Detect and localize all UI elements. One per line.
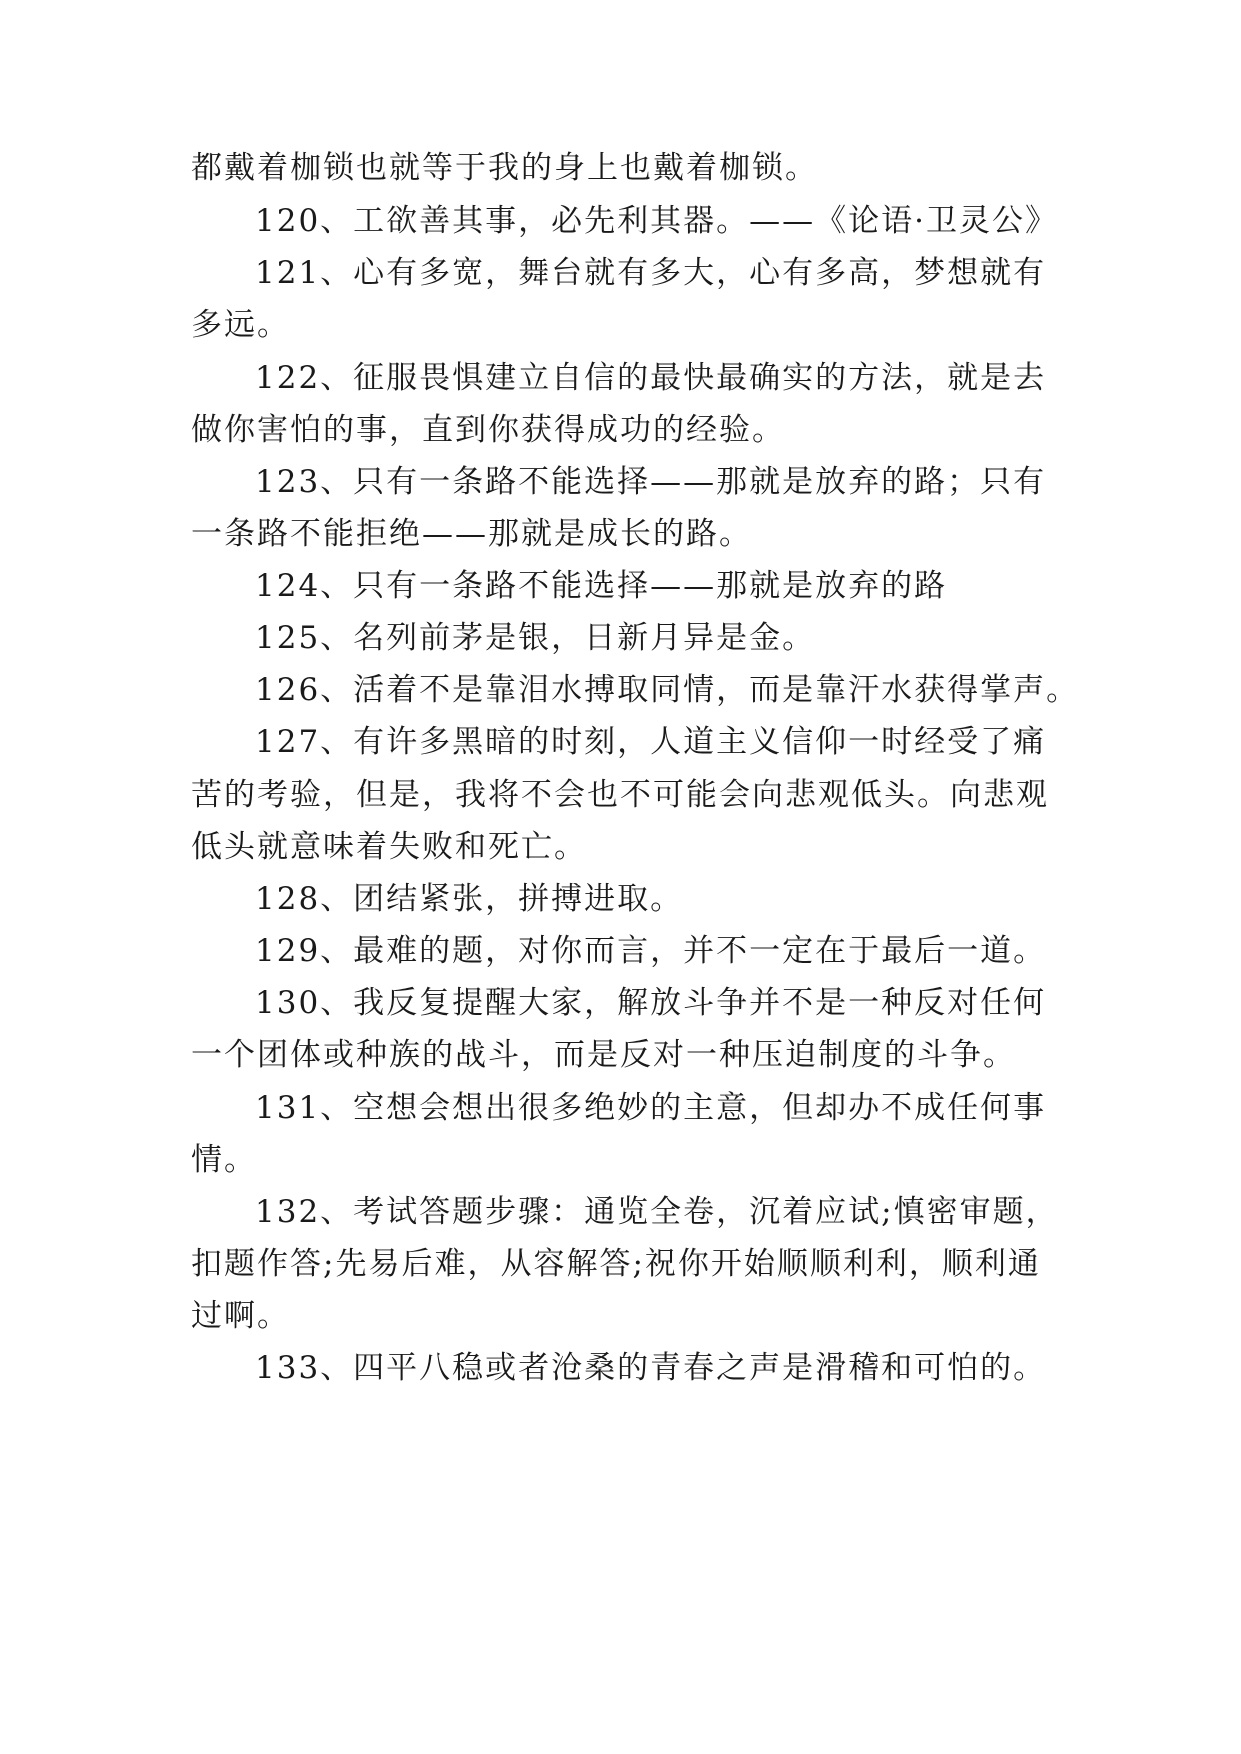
text-line: 127、有许多黑暗的时刻，人道主义信仰一时经受了痛	[255, 724, 1047, 760]
text-line: 苦的考验，但是，我将不会也不可能会向悲观低头。向悲观	[191, 777, 1049, 813]
text-line: 扣题作答;先易后难，从容解答;祝你开始顺顺利利，顺利通	[191, 1246, 1041, 1282]
text-line: 133、四平八稳或者沧桑的青春之声是滑稽和可怕的。	[255, 1350, 1047, 1386]
text-line: 122、征服畏惧建立自信的最快最确实的方法，就是去	[255, 360, 1047, 396]
text-line: 过啊。	[191, 1298, 290, 1334]
text-line: 124、只有一条路不能选择——那就是放弃的路	[255, 568, 948, 604]
text-line: 128、团结紧张，拼搏进取。	[255, 881, 684, 917]
text-line: 126、活着不是靠泪水搏取同情，而是靠汗水获得掌声。	[255, 672, 1080, 708]
text-line: 做你害怕的事，直到你获得成功的经验。	[191, 412, 785, 448]
text-line: 一个团体或种族的战斗，而是反对一种压迫制度的斗争。	[191, 1037, 1016, 1073]
text-line: 情。	[191, 1142, 257, 1178]
text-line: 129、最难的题，对你而言，并不一定在于最后一道。	[255, 933, 1047, 969]
text-line: 低头就意味着失败和死亡。	[191, 829, 587, 865]
text-line: 125、名列前茅是银，日新月异是金。	[255, 620, 816, 656]
text-line: 都戴着枷锁也就等于我的身上也戴着枷锁。	[191, 150, 818, 186]
text-line: 多远。	[191, 307, 290, 343]
text-line: 一条路不能拒绝——那就是成长的路。	[191, 516, 752, 552]
text-line: 132、考试答题步骤：通览全卷，沉着应试;慎密审题，	[255, 1194, 1059, 1230]
text-line: 123、只有一条路不能选择——那就是放弃的路；只有	[255, 464, 1047, 500]
text-line: 130、我反复提醒大家，解放斗争并不是一种反对任何	[255, 985, 1047, 1021]
text-line: 120、工欲善其事，必先利其器。——《论语·卫灵公》	[255, 203, 1059, 239]
text-line: 121、心有多宽，舞台就有多大，心有多高，梦想就有	[255, 255, 1047, 291]
text-line: 131、空想会想出很多绝妙的主意，但却办不成任何事	[255, 1090, 1047, 1126]
